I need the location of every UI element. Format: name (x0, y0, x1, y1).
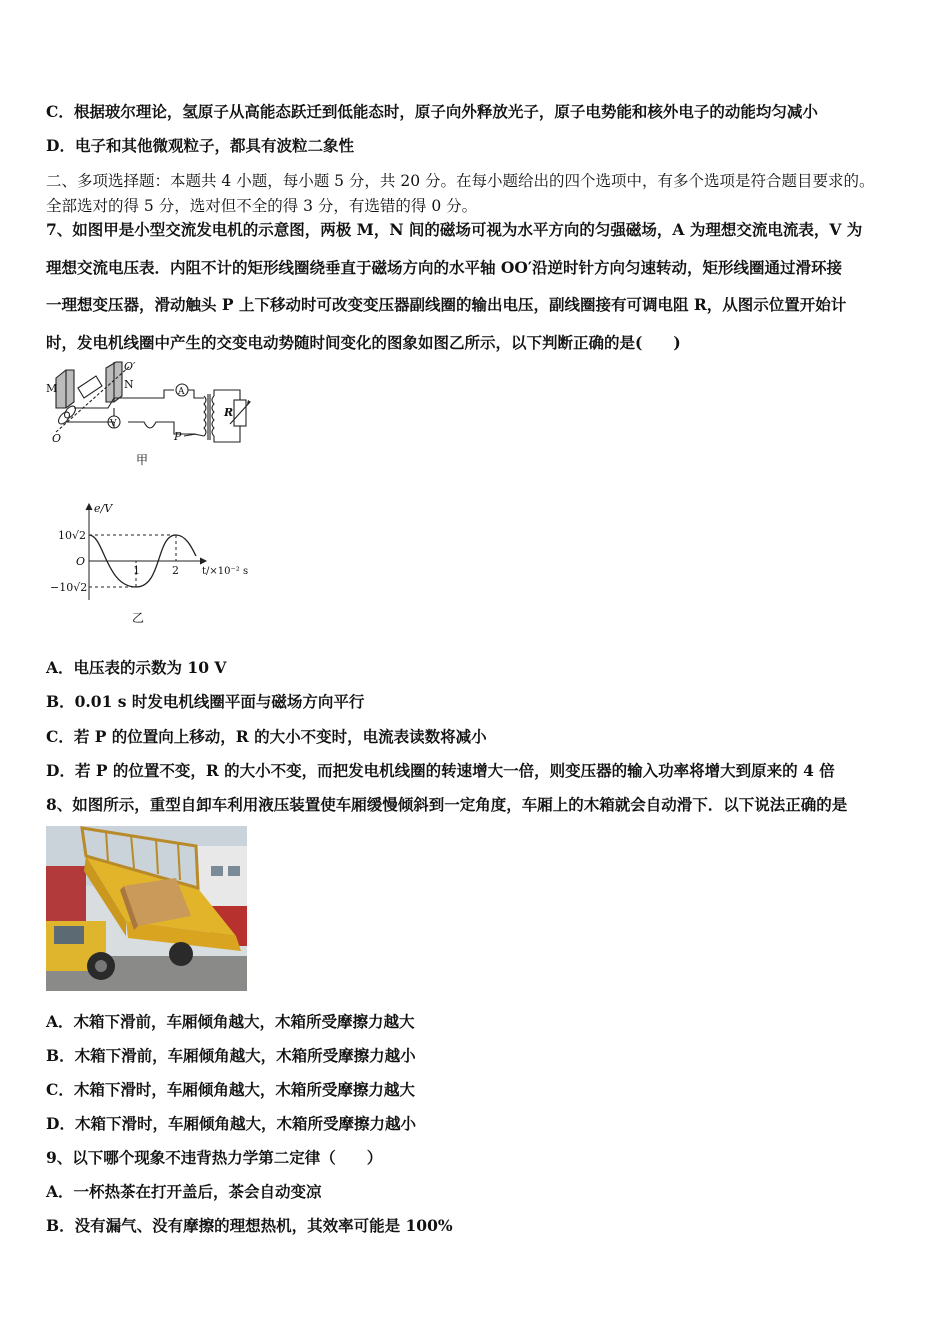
q8-stem: 8、如图所示，重型自卸车利用液压装置使车厢缓慢倾斜到一定角度，车厢上的木箱就会自动滑下．以下说法正确的是 (46, 795, 848, 814)
q6-option-c: C．根据玻尔理论，氢原子从高能态跃迁到低能态时，原子向外释放光子，原子电势能和核外电子的动能均匀减小 (46, 102, 818, 121)
q7-option-b: B．0.01 s 时发电机线圈平面与磁场方向平行 (46, 692, 365, 711)
y-axis-label: e/V (94, 502, 113, 515)
q8-option-b: B．木箱下滑前，车厢倾角越大，木箱所受摩擦力越小 (46, 1046, 416, 1065)
q6-option-d: D．电子和其他微观粒子，都具有波粒二象性 (46, 136, 354, 155)
q9-stem: 9、以下哪个现象不违背热力学第二定律（ ） (46, 1148, 383, 1167)
figure-caption-jia: 甲 (136, 453, 149, 467)
q7-option-c: C．若 P 的位置向上移动，R 的大小不变时，电流表读数将减小 (46, 727, 487, 746)
label-r: R (224, 406, 234, 419)
q7-stem-line1: 7、如图甲是小型交流发电机的示意图，两极 M，N 间的磁场可视为水平方向的匀强磁场，A 为理想交流电流表，V 为 (46, 220, 863, 239)
q7-stem-line4: 时，发电机线圈中产生的交变电动势随时间变化的图象如图乙所示，以下判断正确的是( ) (46, 333, 681, 352)
label-voltmeter: V (110, 419, 117, 429)
q7-option-a: A．电压表的示数为 10 V (46, 658, 227, 677)
q7-stem-line2: 理想交流电压表．内阻不计的矩形线圈绕垂直于磁场方向的水平轴 OO′沿逆时针方向匀速转动，矩形线圈通过滑环接 (46, 258, 842, 277)
label-p: P (174, 430, 182, 443)
label-o: O (52, 432, 62, 445)
section2-header-line2: 全部选对的得 5 分，选对但不全的得 3 分，有选错的得 0 分。 (46, 197, 478, 215)
y-tick-positive: 10√2 (58, 529, 87, 542)
label-ammeter: A (178, 387, 185, 397)
q7-option-d: D．若 P 的位置不变，R 的大小不变，而把发电机线圈的转速增大一倍，则变压器的输入功率将增大到原来的 4 倍 (46, 761, 835, 780)
q7-stem-line3: 一理想变压器，滑动触头 P 上下移动时可改变变压器副线圈的输出电压，副线圈接有可调电阻 R，从图示位置开始计 (46, 295, 847, 314)
figure-caption-yi: 乙 (132, 611, 145, 625)
label-n: N (124, 378, 134, 391)
y-tick-negative: −10√2 (50, 581, 88, 594)
q8-option-c: C．木箱下滑时，车厢倾角越大，木箱所受摩擦力越大 (46, 1080, 415, 1099)
label-o-prime: O′ (124, 360, 136, 373)
q9-option-b: B．没有漏气、没有摩擦的理想热机，其效率可能是 100% (46, 1216, 453, 1235)
x-tick-1: 1 (133, 564, 140, 577)
dump-truck-photo (46, 826, 247, 991)
x-axis-label: t/×10⁻² s (202, 566, 249, 577)
emf-time-graph (44, 500, 264, 630)
generator-circuit-diagram (44, 360, 254, 470)
origin-label: O (76, 555, 86, 568)
q8-option-d: D．木箱下滑时，车厢倾角越大，木箱所受摩擦力越小 (46, 1114, 416, 1133)
q9-option-a: A．一杯热茶在打开盖后，茶会自动变凉 (46, 1182, 322, 1201)
label-m: M (46, 382, 58, 395)
x-tick-2: 2 (172, 564, 179, 577)
section2-header-line1: 二、多项选择题：本题共 4 小题，每小题 5 分，共 20 分。在每小题给出的四个选项中，有多个选项是符合题目要求的。 (46, 172, 875, 190)
q8-option-a: A．木箱下滑前，车厢倾角越大，木箱所受摩擦力越大 (46, 1012, 415, 1031)
